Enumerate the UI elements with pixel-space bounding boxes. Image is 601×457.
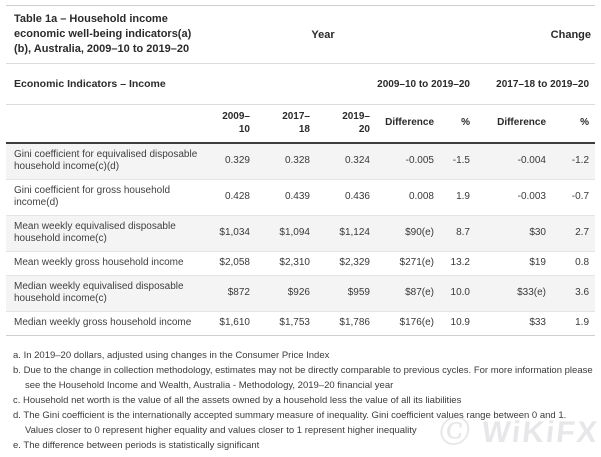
- cell-2017-18: $1,094: [256, 215, 316, 251]
- cell-difference-1: $271(e): [376, 251, 440, 275]
- cell-difference-1: $176(e): [376, 311, 440, 335]
- cell-percent-2: 1.9: [552, 311, 595, 335]
- footnote-b: [13, 363, 593, 393]
- cell-percent-2: 0.8: [552, 251, 595, 275]
- year-label: 2009–10: [222, 110, 250, 135]
- year-label: 2017–18: [282, 110, 310, 135]
- table-row: [6, 179, 595, 215]
- cell-2019-20: $2,329: [316, 251, 376, 275]
- footnote-marker: b.: [13, 364, 21, 376]
- cell-2009-10: $872: [211, 275, 256, 311]
- column-header-percent-1: %: [440, 105, 476, 143]
- cell-percent-1: 10.9: [440, 311, 476, 335]
- cell-2009-10: 0.428: [211, 179, 256, 215]
- year-label: 2019–20: [342, 110, 370, 135]
- footnote-marker: c.: [13, 394, 21, 406]
- title-row: [6, 6, 595, 64]
- change-period-header-1: [376, 64, 476, 105]
- footnote-text: The difference between periods is statistically significant: [23, 439, 260, 451]
- table-row: [6, 143, 595, 180]
- table-title: [6, 6, 211, 64]
- section-row: [6, 64, 595, 105]
- cell-difference-1: $90(e): [376, 215, 440, 251]
- column-header-row: [6, 105, 595, 143]
- cell-2019-20: $1,124: [316, 215, 376, 251]
- column-header-difference-1: Difference: [376, 105, 440, 143]
- column-header-2009-10: [211, 105, 256, 143]
- table-title-line: economic well-being indicators(a): [14, 28, 192, 40]
- cell-2017-18: 0.439: [256, 179, 316, 215]
- cell-percent-2: 2.7: [552, 215, 595, 251]
- cell-difference-1: 0.008: [376, 179, 440, 215]
- cell-difference-2: $33(e): [476, 275, 552, 311]
- footnote-d: [13, 408, 593, 438]
- column-header-2017-18: [256, 105, 316, 143]
- column-header-difference-2: Difference: [476, 105, 552, 143]
- cell-percent-1: -1.5: [440, 143, 476, 180]
- footnote-marker: a.: [13, 349, 21, 361]
- cell-2019-20: 0.324: [316, 143, 376, 180]
- income-indicators-table: [6, 5, 595, 336]
- cell-2009-10: $1,034: [211, 215, 256, 251]
- cell-difference-2: -0.004: [476, 143, 552, 180]
- section-header: Economic Indicators – Income: [6, 64, 376, 105]
- table-body: [6, 143, 595, 336]
- indicator-column-header: [6, 105, 211, 143]
- table-header: [6, 6, 595, 143]
- cell-difference-1: $87(e): [376, 275, 440, 311]
- cell-2009-10: $1,610: [211, 311, 256, 335]
- cell-2009-10: $2,058: [211, 251, 256, 275]
- cell-2019-20: $1,786: [316, 311, 376, 335]
- table-row: [6, 275, 595, 311]
- row-label: Median weekly gross household income: [6, 311, 211, 335]
- cell-2009-10: 0.329: [211, 143, 256, 180]
- footnote-marker: d.: [13, 409, 21, 421]
- footnote-text: Due to the change in collection methodology, estimates may not be directly comparable to previous cycles. For more information please see the Household Income and Wealth, Australia - Methodology, 2019–20 financial year: [23, 364, 593, 391]
- cell-difference-2: $19: [476, 251, 552, 275]
- row-label: Median weekly equivalised disposable household income(c): [6, 275, 211, 311]
- cell-percent-2: -1.2: [552, 143, 595, 180]
- cell-difference-1: -0.005: [376, 143, 440, 180]
- footnote-text: In 2019–20 dollars, adjusted using changes in the Consumer Price Index: [23, 349, 330, 361]
- cell-difference-2: $33: [476, 311, 552, 335]
- footnote-marker: e.: [13, 439, 21, 451]
- row-label: Mean weekly gross household income: [6, 251, 211, 275]
- footnote-e: [13, 438, 593, 453]
- footnote-a: [13, 348, 593, 363]
- table-row: [6, 215, 595, 251]
- footnote-text: Household net worth is the value of all the assets owned by a household less the value of all its liabilities: [23, 394, 462, 406]
- cell-percent-1: 1.9: [440, 179, 476, 215]
- change-period-header-2: [476, 64, 595, 105]
- cell-percent-2: -0.7: [552, 179, 595, 215]
- cell-percent-1: 10.0: [440, 275, 476, 311]
- footnote-text: The Gini coefficient is the internationally accepted summary measure of inequality. Gini coefficient values range between 0 and 1. Values closer to 0 represent higher equality and values closer to 1 represent higher inequality: [23, 409, 567, 436]
- cell-percent-2: 3.6: [552, 275, 595, 311]
- row-label: Gini coefficient for equivalised disposable household income(c)(d): [6, 143, 211, 180]
- cell-2017-18: $926: [256, 275, 316, 311]
- row-label: Mean weekly equivalised disposable household income(c): [6, 215, 211, 251]
- column-group-change: Change: [440, 6, 595, 64]
- wikifx-watermark: Ⓒ WiKiFX: [437, 416, 601, 449]
- table-row: [6, 311, 595, 335]
- cell-2019-20: $959: [316, 275, 376, 311]
- footnotes: [13, 348, 593, 453]
- cell-difference-2: $30: [476, 215, 552, 251]
- cell-2017-18: 0.328: [256, 143, 316, 180]
- cell-2019-20: 0.436: [316, 179, 376, 215]
- column-header-2019-20: [316, 105, 376, 143]
- footnote-c: [13, 393, 593, 408]
- table-row: [6, 251, 595, 275]
- cell-percent-1: 8.7: [440, 215, 476, 251]
- row-label: Gini coefficient for gross household income(d): [6, 179, 211, 215]
- table-title-line: Table 1a – Household income: [14, 13, 168, 25]
- column-header-percent-2: %: [552, 105, 595, 143]
- cell-difference-2: -0.003: [476, 179, 552, 215]
- cell-percent-1: 13.2: [440, 251, 476, 275]
- change-period-label: 2009–10 to 2019–20: [377, 78, 470, 90]
- column-group-year: Year: [211, 6, 440, 64]
- change-period-label: 2017–18 to 2019–20: [496, 78, 590, 90]
- cell-2017-18: $2,310: [256, 251, 316, 275]
- cell-2017-18: $1,753: [256, 311, 316, 335]
- table-title-line: (b), Australia, 2009–10 to 2019–20: [14, 43, 190, 55]
